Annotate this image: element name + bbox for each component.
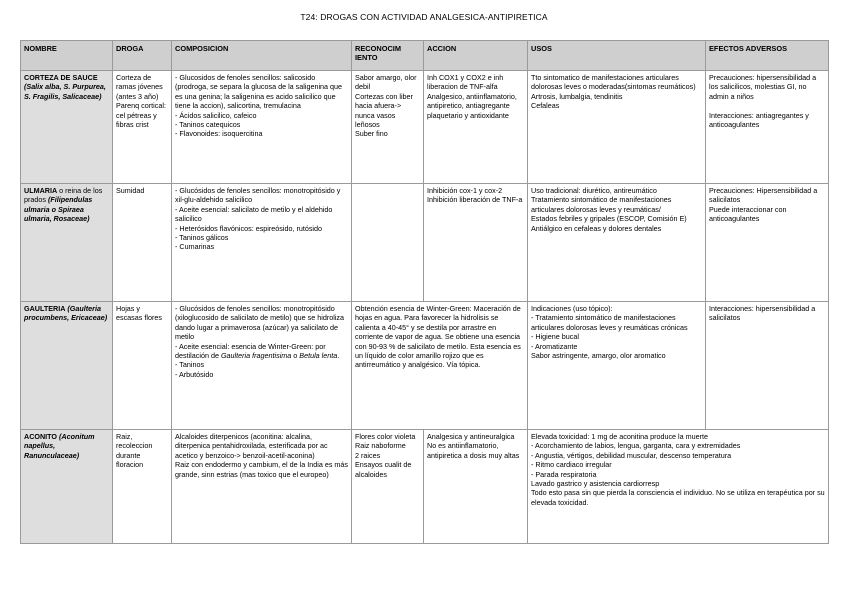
- cell-nombre: [21, 71, 113, 184]
- page-title: T24: DROGAS CON ACTIVIDAD ANALGESICA-ANTIPIRETICA: [300, 12, 548, 22]
- cell-usos: Tto sintomatico de manifestaciones articulares dolorosas leves o moderadas(sintomas reumáticos) Artrosis, lumbalgia, tendinitis Cefaleas: [528, 71, 706, 184]
- cell-droga: Sumidad: [113, 184, 172, 302]
- drug-name-rest: o reina de los prados: [24, 186, 103, 205]
- cell-nombre: [21, 430, 113, 544]
- drug-name: ULMARIA: [24, 186, 58, 195]
- cell-usos: Uso tradicional: diurético, antireumático Tratamiento sintomático de manifestaciones articulares dolorosas leves y reumáticas/ Estados febriles y gripales (ESCOP, Comisión E) Antiálgico en cefaleas y dolores dentales: [528, 184, 706, 302]
- header-composicion: COMPOSICION: [172, 41, 352, 71]
- header-nombre: NOMBRE: [21, 41, 113, 71]
- cell-efectos: Precauciones: hipersensibilidad a los salicilicos, molestias GI, no admin a niños Interacciones: antiagregantes y anticoagulantes: [706, 71, 829, 184]
- cell-efectos: Interacciones: hipersensibilidad a salicilatos: [706, 302, 829, 430]
- cell-usos: Indicaciones (uso tópico): - Tratamiento sintomático de manifestaciones articulares dolorosas leves y reumáticas crónicas - Higiene bucal - Aromatizante Sabor astringente, amargo, olor aromatico: [528, 302, 706, 430]
- cell-efectos: Precauciones: Hipersensibilidad a salicilatos Puede interaccionar con anticoagulantes: [706, 184, 829, 302]
- header-reconocimiento: RECONOCIM IENTO: [352, 41, 424, 71]
- cell-droga: Hojas y escasas flores: [113, 302, 172, 430]
- cell-droga: Raiz, recoleccion durante floracion: [113, 430, 172, 544]
- table-row: [21, 430, 829, 544]
- cell-reconocimiento: Flores color violeta Raiz naboforme 2 raices Ensayos cualit de alcaloides: [352, 430, 424, 544]
- cell-composicion: - Glucósidos de fenoles sencillos: monotropitósido (xiloglucosido de salicilato de metilo) que se hidroliza dando lugar a primaverosa (azúcar) ya salicilato de metilo - Aceite esencial: esencia de Winter-Green: por destilación de Gaulteria fragentisima o Betula lenta. - Taninos - Arbutósido: [172, 302, 352, 430]
- cell-nombre: [21, 184, 113, 302]
- cell-accion: Inh COX1 y COX2 e inh liberacion de TNF-alfa Analgesico, antiinflamatorio, antipiretico, antiagregante plaquetario y antioxidante: [424, 71, 528, 184]
- header-droga: DROGA: [113, 41, 172, 71]
- drug-name: CORTEZA DE SAUCE: [24, 73, 98, 82]
- cell-composicion: - Glucósidos de fenoles sencillos: monotropitósido y xil-glu-aldehido salicilico - Aceite esencial: salicilato de metilo y el aldehido salicilico - Heterósidos flavónicos: espireósido, rutósido - Taninos gálicos - Cumarinas: [172, 184, 352, 302]
- cell-accion: Analgesica y antineuralgica No es antiinflamatorio, antipiretica a dosis muy altas: [424, 430, 528, 544]
- drug-latin-name: (Aconitum napellus, Ranunculaceae): [24, 432, 95, 460]
- table-row: [21, 71, 829, 184]
- cell-accion: Inhibición cox-1 y cox-2 Inhibición liberación de TNF-a: [424, 184, 528, 302]
- header-row: [21, 41, 829, 71]
- drug-name: ACONITO: [24, 432, 58, 441]
- cell-composicion: Alcaloides diterpenicos (aconitina: alcalina, diterpenica pentahidroxilada, esterificada por ac acetico y benzoico-> benzoil-acetil-aconina) Raiz con endodermo y cambium, el de la India es más grande, sinn estrias (mas toxico que el europeo): [172, 430, 352, 544]
- cell-reconocimiento: [352, 184, 424, 302]
- table-row: [21, 184, 829, 302]
- cell-usos-efectos: Elevada toxicidad: 1 mg de aconitina produce la muerte - Acorchamiento de labios, lengua, garganta, cara y extremidades - Angustia, vértigos, debilidad muscular, descenso temperatura - Ritmo cardiaco irregular - Parada respiratoria Lavado gastrico y asistencia cardiorresp Todo esto pasa sin que pierda la consciencia el individuo. No se utiliza en terapéutica por su elevada toxicidad.: [528, 430, 829, 544]
- cell-droga: Corteza de ramas jóvenes (antes 3 año) Parenq cortical: cel pétreas y fibras crist: [113, 71, 172, 184]
- header-accion: ACCION: [424, 41, 528, 71]
- cell-nombre: [21, 302, 113, 430]
- header-usos: USOS: [528, 41, 706, 71]
- cell-composicion: - Glucosidos de fenoles sencillos: salicosido (prodroga, se separa la glucosa de la saligenina que es una genina; la saligenina es acido salicilico que tiene la accion), salicortina, tremulacina - Ácidos salicilico, cafeico - Taninos catequicos - Flavonoides: isoquercitina: [172, 71, 352, 184]
- drug-latin-name: (Salix alba, S. Purpurea, S. Fragilis, Salicaceae): [24, 82, 106, 101]
- header-efectos: EFECTOS ADVERSOS: [706, 41, 829, 71]
- drug-latin-name: (Gaulteria procumbens, Ericaceae): [24, 304, 108, 323]
- drug-table: [20, 40, 829, 544]
- drug-latin-name: (Filipendulas ulmaria o Spiraea ulmaria, Rosaceae): [24, 195, 93, 224]
- cell-reconocimiento-accion: Obtención esencia de Winter-Green: Maceración de hojas en agua. Para favorecer la hidrolisis se calienta a 40-45° y se destila por arrastre en corriente de vapor de agua. Se obtiene una esencia con 90-93 % de salicilato de metilo. Esta esencia es un líquido de color amarillo rojizo que es antirreumático y analgésico. Vía tópica.: [352, 302, 528, 430]
- drug-name: GAULTERIA: [24, 304, 66, 313]
- table-row: [21, 302, 829, 430]
- cell-reconocimiento: Sabor amargo, olor debil Cortezas con liber hacia afuera-> nunca vasos leñosos Suber fino: [352, 71, 424, 184]
